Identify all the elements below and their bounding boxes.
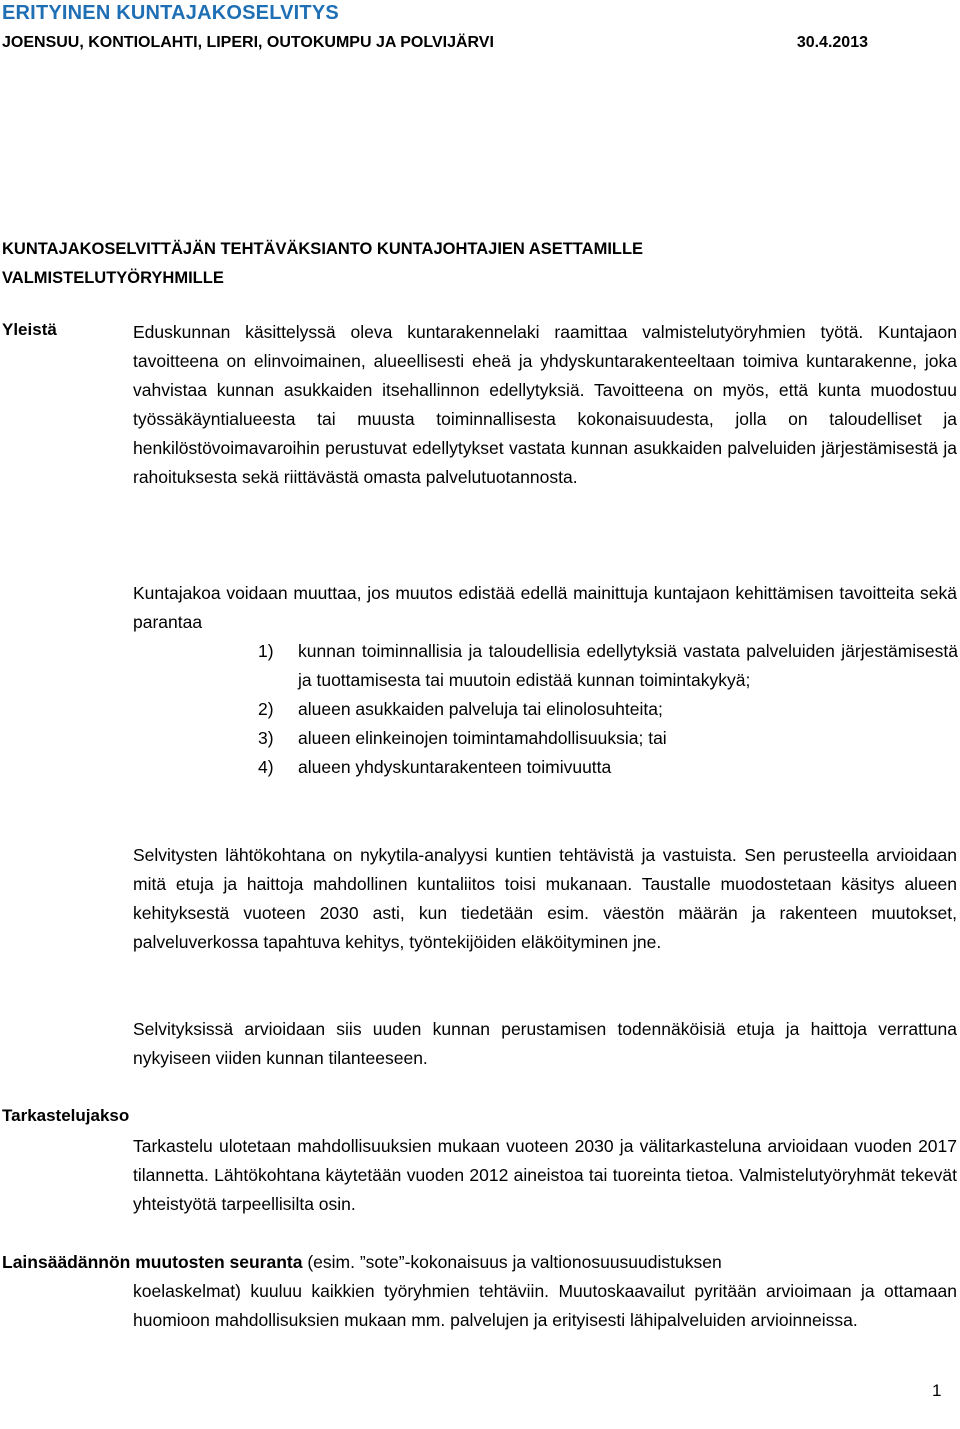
paragraph: Selvityksissä arvioidaan siis uuden kunnan perustamisen todennäköisiä etuja ja haittoja verrattuna nykyiseen viiden kunnan tilanteeseen. [133,1019,957,1068]
section-label-yleista: Yleistä [2,320,57,339]
list-item [258,724,958,753]
list-number: 4) [258,757,274,777]
document-title: KUNTAJAKOSELVITTÄJÄN TEHTÄVÄKSIANTO KUNTAJOHTAJIEN ASETTAMILLE VALMISTELUTYÖRYHMILLE [2,240,644,287]
document-header-title: ERITYINEN KUNTAJAKOSELVITYS [2,2,339,24]
section-yleista-body [133,318,957,492]
lainsaadanto-line1-rest: (esim. ”sote”-kokonaisuus ja valtionosuusuudistuksen [302,1252,722,1272]
list-text: alueen asukkaiden palveluja tai elinolosuhteita; [298,699,663,719]
list-text: alueen elinkeinojen toimintamahdollisuuksia; tai [298,728,667,748]
list-number: 1) [258,641,274,661]
list-item [258,637,958,695]
section-yleista-para2 [133,579,957,637]
section-yleista-para3 [133,841,957,957]
section-lainsaadanto-body [133,1277,957,1335]
paragraph: Selvitysten lähtökohtana on nykytila-analyysi kuntien tehtävistä ja vastuista. Sen perusteella arvioidaan mitä etuja ja haittoja mahdollinen kuntaliitos toisi mukanaan. Taustalle muodostetaan käsitys alueen kehityksestä vuoteen 2030 asti, kun tiedetään esim. väestön määrän ja rakenteen muutokset, palveluverkossa tapahtuva kehitys, työntekijöiden eläköityminen jne. [133,845,957,952]
header-municipalities: JOENSUU, KONTIOLAHTI, LIPERI, OUTOKUMPU JA POLVIJÄRVI [2,34,494,51]
section-label-lainsaadanto: Lainsäädännön muutosten seuranta [2,1252,303,1272]
paragraph: Tarkastelu ulotetaan mahdollisuuksien mukaan vuoteen 2030 ja välitarkasteluna arvioidaan vuoden 2017 tilannetta. Lähtökohtana käytetään vuoden 2012 aineistoa tai tuoreinta tietoa. Valmistelutyöryhmät tekevät yhteistyötä tarpeellisilta osin. [133,1136,957,1214]
paragraph: koelaskelmat) kuuluu kaikkien työryhmien tehtäviin. Muutoskaavailut pyritään arvioimaan ja ottamaan huomioon mahdollisuksien mukaan mm. palvelujen ja erityisesti lähipalveluiden arvioinneissa. [133,1281,957,1330]
document-header-subtitle [2,34,868,52]
list-text: alueen yhdyskuntarakenteen toimivuutta [298,757,612,777]
page-number: 1 [932,1381,942,1400]
paragraph: Eduskunnan käsittelyssä oleva kuntarakennelaki raamittaa valmistelutyöryhmien työtä. Kuntajaon tavoitteena on elinvoimainen, alueellisesti eheä ja yhdyskuntarakenteeltaan toimiva kuntarakenne, joka vahvistaa kunnan asukkaiden itsehallinnon edellytyksiä. Tavoitteena on myös, että kunta muodostuu työssäkäyntialueesta tai muusta toiminnallisesta kokonaisuudesta, jolla on taloudelliset ja henkilöstövoimavaroihin perustuvat edellytykset vastata kunnan asukkaiden palveluiden järjestämisestä ja rahoituksesta sekä riittävästä omasta palvelutuotannosta. [133,322,957,487]
list-item [258,695,958,724]
header-date: 30.4.2013 [796,34,868,51]
list-item [258,753,958,782]
paragraph: Kuntajakoa voidaan muuttaa, jos muutos edistää edellä mainittuja kuntajaon kehittämisen tavoitteita sekä parantaa [133,583,957,632]
section-lainsaadanto-line1 [2,1248,957,1277]
criteria-list [258,637,958,782]
list-number: 3) [258,728,274,748]
list-number: 2) [258,699,274,719]
section-tarkastelujakso-body [133,1132,957,1219]
list-text: kunnan toiminnallisia ja taloudellisia edellytyksiä vastata palveluiden järjestämisestä ja tuottamisesta tai muutoin edistää kunnan toimintakykyä; [298,641,958,690]
section-yleista-para4 [133,1015,957,1073]
section-label-tarkastelujakso: Tarkastelujakso [2,1106,130,1125]
